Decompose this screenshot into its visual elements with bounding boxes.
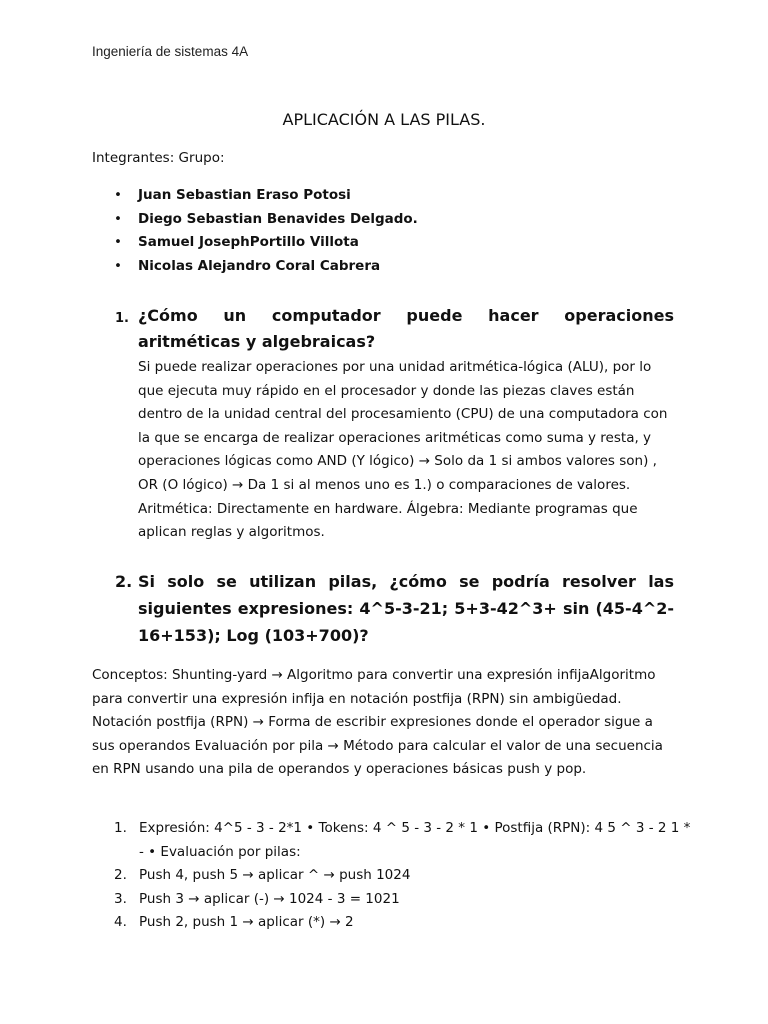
step-number: 1. (114, 820, 127, 836)
member-name: Samuel JosephPortillo Villota (138, 234, 359, 250)
question-1-number: 1. (115, 311, 129, 326)
list-item (92, 255, 418, 279)
integrantes-label: Integrantes: Grupo: (92, 150, 225, 166)
list-item (92, 817, 692, 864)
question-2-number: 2. (115, 572, 133, 591)
conceptos-paragraph: Conceptos: Shunting-yard → Algoritmo para convertir una expresión infijaAlgoritmo para convertir una expresión infija en notación postfija (RPN) sin ambigüedad. Notación postfija (RPN) → Forma de escribir expresiones donde el operador sigue a sus operandos Evaluación por pila → Método para calcular el valor de una secuencia en RPN usando una pila de operandos y operaciones básicas push y pop. (92, 667, 663, 778)
step-text: Push 3 → aplicar (-) → 1024 - 3 = 1021 (139, 890, 400, 907)
step-text: Push 2, push 1 → aplicar (*) → 2 (139, 914, 354, 931)
document-title: APLICACIÓN A LAS PILAS. (282, 110, 486, 129)
list-item (92, 888, 692, 912)
question-1: ¿Cómo un computador puede hacer operaciones aritméticas y algebraicas? (138, 306, 674, 351)
member-name: Nicolas Alejandro Coral Cabrera (138, 257, 381, 274)
step-text: Expresión: 4^5 - 3 - 2*1 • Tokens: 4 ^ 5 - 3 - 2 * 1 • Postfija (RPN): 4 5 ^ 3 - 2 1 * - • Evaluación por pilas: (139, 820, 691, 860)
list-item (92, 184, 418, 208)
page-header: Ingeniería de sistemas 4A (92, 44, 249, 59)
bullet-icon: • (114, 210, 122, 227)
member-name: Diego Sebastian Benavides Delgado. (138, 210, 418, 227)
step-text: Push 4, push 5 → aplicar ^ → push 1024 (139, 867, 411, 884)
step-number: 2. (114, 867, 127, 884)
evaluation-steps (92, 817, 692, 935)
step-number: 3. (114, 890, 127, 907)
question-2: Si solo se utilizan pilas, ¿cómo se podría resolver las siguientes expresiones: 4^5-3-21; 5+3-42^3+ sin (45-4^2-16+153); Log (103+700)? (138, 572, 674, 645)
list-item (92, 864, 692, 888)
bullet-icon: • (114, 257, 122, 274)
list-item (92, 911, 692, 935)
question-1-answer: Si puede realizar operaciones por una unidad aritmética-lógica (ALU), por lo que ejecuta muy rápido en el procesador y donde las piezas claves están dentro de la unidad central del procesamiento (CPU) de una computadora con la que se encarga de realizar operaciones aritméticas como suma y resta, y operaciones lógicas como AND (Y lógico) → Solo da 1 si ambos valores son) , OR (O lógico) → Da 1 si al menos uno es 1.) o comparaciones de valores. Aritmética: Directamente en hardware. Álgebra: Mediante programas que aplican reglas y algoritmos. (138, 359, 668, 541)
bullet-icon: • (114, 234, 122, 250)
list-item (92, 231, 418, 255)
list-item (92, 208, 418, 232)
step-number: 4. (114, 914, 127, 931)
member-name: Juan Sebastian Eraso Potosi (138, 187, 351, 203)
bullet-icon: • (114, 187, 122, 203)
members-list (92, 184, 418, 278)
